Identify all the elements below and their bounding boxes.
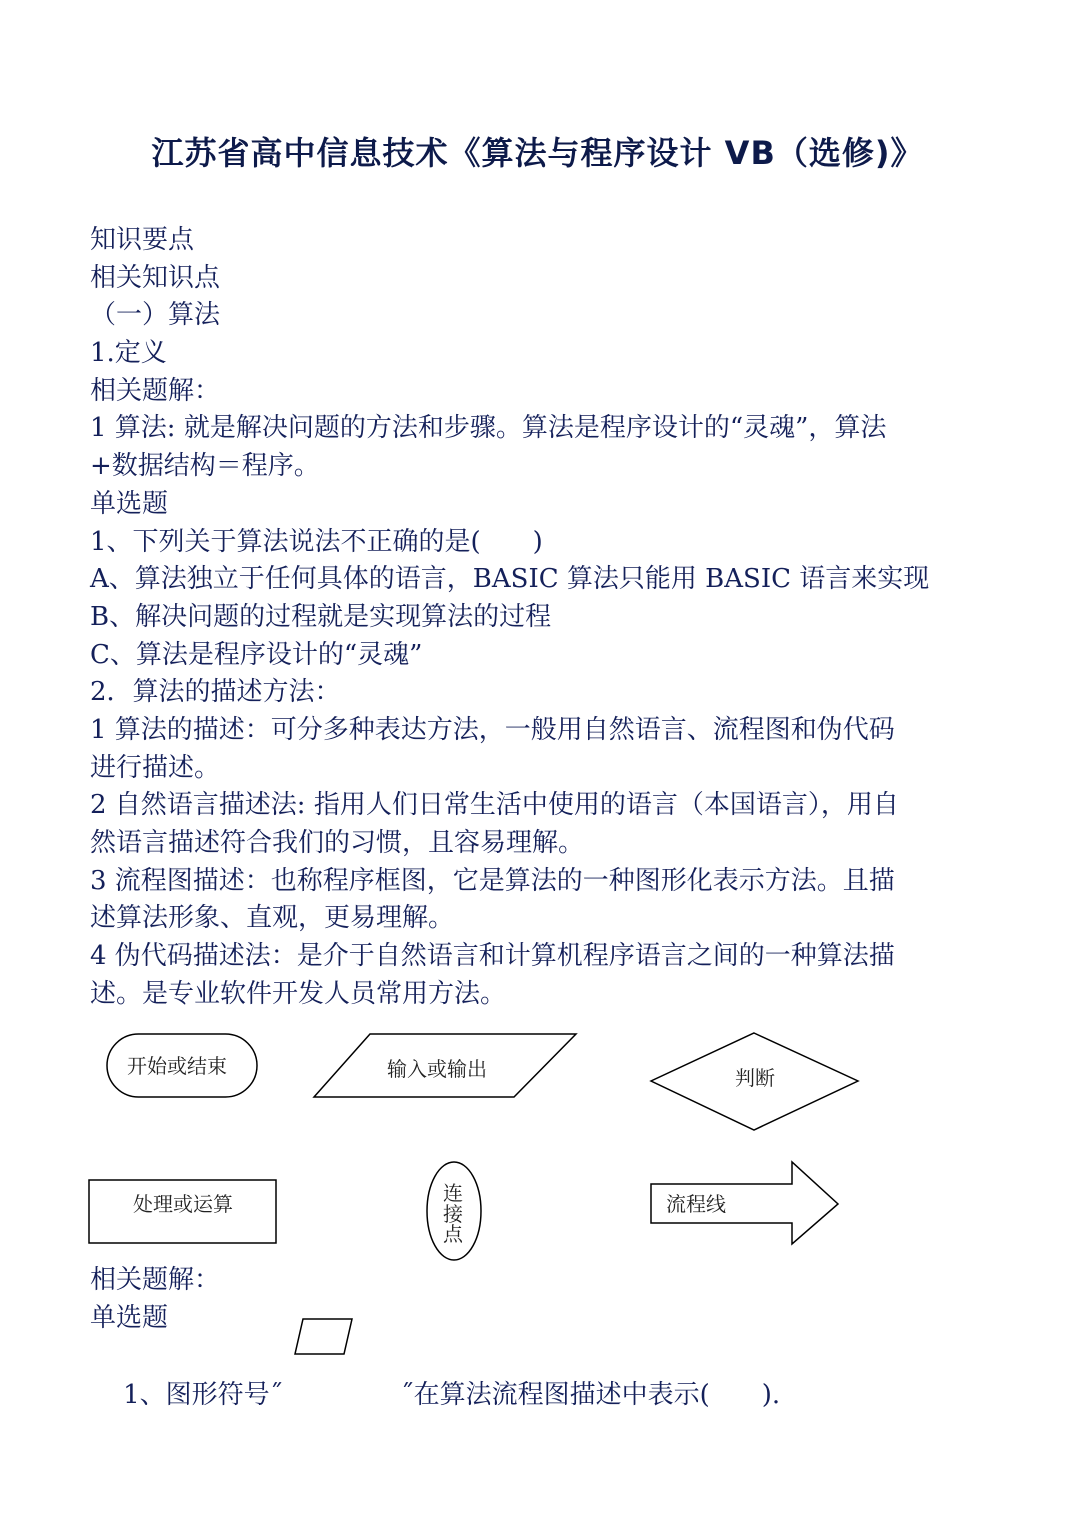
- text-line: 相关题解：: [90, 375, 221, 406]
- io-label: 输入或输出: [387, 1057, 487, 1081]
- text-line: 知识要点: [90, 225, 195, 255]
- document-title: 江苏省高中信息技术《算法与程序设计 VB（选修)》: [151, 134, 924, 172]
- flowline-arrow-shape: [651, 1162, 838, 1244]
- text-line: 单选题: [90, 488, 169, 519]
- body-text-upper: [90, 222, 990, 1013]
- text-line: 相关题解：: [90, 1265, 221, 1295]
- text-line: 4 伪代码描述法：是介于自然语言和计算机程序语言之间的一种算法描: [90, 941, 895, 972]
- text-line: （一）算法: [90, 300, 221, 331]
- text-line: 1、下列关于算法说法不正确的是( ): [90, 526, 543, 557]
- text-line: 述。是专业软件开发人员常用方法。: [90, 978, 507, 1009]
- process-shape: [89, 1180, 276, 1243]
- connector-label-char: 接: [443, 1202, 463, 1226]
- body-text-lower: [90, 1262, 990, 1337]
- text-line: 2．算法的描述方法：: [90, 677, 341, 708]
- connector-shape: [427, 1162, 481, 1260]
- text-line: 1 算法的描述：可分多种表达方法，一般用自然语言、流程图和伪代码: [90, 714, 895, 745]
- question-suffix: ˝在算法流程图描述中表示( ).: [400, 1380, 781, 1410]
- connector-label-char: 点: [443, 1222, 463, 1246]
- text-line: 2 自然语言描述法: 指用人们日常生活中使用的语言（本国语言），用自: [90, 790, 899, 821]
- text-line: 述算法形象、直观，更易理解。: [90, 903, 455, 934]
- question-line: [90, 1338, 781, 1410]
- text-line: B、解决问题的过程就是实现算法的过程: [90, 601, 552, 632]
- decision-label: 判断: [735, 1066, 775, 1090]
- text-line: 相关知识点: [90, 262, 221, 293]
- process-label: 处理或运算: [133, 1192, 233, 1216]
- connector-label-char: 连: [443, 1181, 463, 1205]
- terminal-shape: [107, 1034, 257, 1097]
- text-line: 进行描述。: [90, 752, 221, 783]
- text-line: C、算法是程序设计的“灵魂”: [90, 639, 423, 670]
- text-line: 1.定义: [90, 338, 167, 369]
- flowline-label: 流程线: [666, 1192, 726, 1216]
- question-prefix: 1、图形符号˝: [123, 1380, 283, 1410]
- io-shape: [314, 1034, 576, 1097]
- parallelogram-icon: [292, 1317, 356, 1359]
- text-line: 3 流程图描述：也称程序框图，它是算法的一种图形化表示方法。且描: [90, 865, 895, 896]
- text-line: A、算法独立于任何具体的语言，BASIC 算法只能用 BASIC 语言来实现: [90, 564, 930, 595]
- text-line: 然语言描述符合我们的习惯，且容易理解。: [90, 828, 585, 858]
- terminal-label: 开始或结束: [127, 1054, 227, 1078]
- text-line: +数据结构＝程序。: [90, 451, 320, 482]
- decision-shape: [651, 1033, 858, 1130]
- text-line: 1 算法: 就是解决问题的方法和步骤。算法是程序设计的“灵魂”，算法: [90, 413, 887, 444]
- text-line: 单选题: [90, 1302, 169, 1333]
